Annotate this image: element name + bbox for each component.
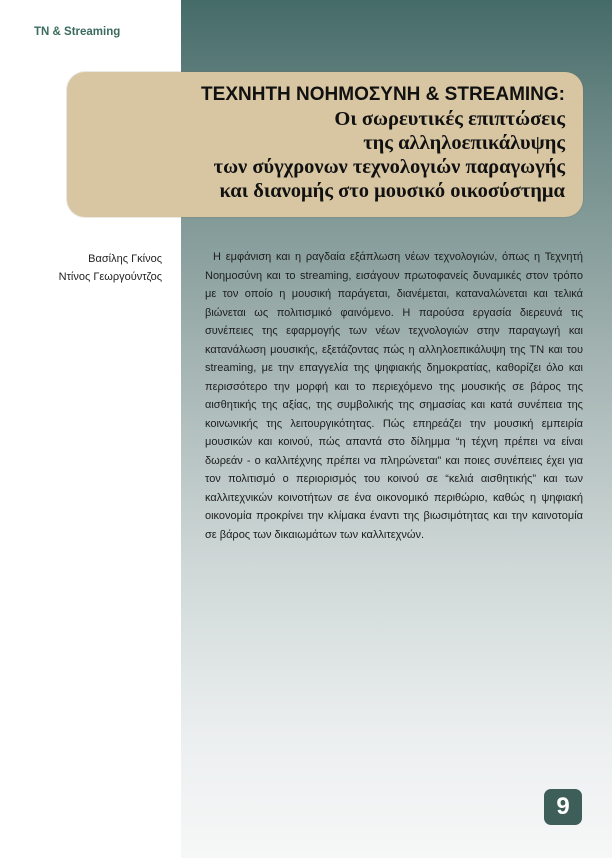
subtitle-line: της αλληλοεπικάλυψης	[363, 132, 565, 154]
article-title: ΤΕΧΝΗΤΗ ΝΟΗΜΟΣΥΝΗ & STREAMING:	[201, 84, 565, 105]
subtitle-line: των σύγχρονων τεχνολογιών παραγωγής	[213, 156, 565, 178]
article-subtitle	[214, 107, 565, 203]
abstract-text: Η εμφάνιση και η ραγδαία εξάπλωση νέων τεχνολογιών, όπως η Τεχνητή Νοημοσύνη και το streaming, εισάγουν πρωτοφανείς δυναμικές στον τρόπο με τον οποίο η μουσική παράγεται, διανέμεται, καταναλώνεται και τελικά βιώνεται ως πολιτισμικό φαινόμενο. Η παρούσα εργασία διερευνά τις συνέπειες της εφαρμογής των νέων τεχνολογιών στην παραγωγή και κατανάλωση μουσικής, εξετάζοντας πώς η αλληλοεπικάλυψη της ΤΝ και του streaming, με την επαγγελία της ψηφιακής δημοκρατίας, καθορίζει όλο και περισσότερο την μορφή και το περιεχόμενο της μουσικής σε βάρος της αισθητικής της αξίας, της συμβολικής της σημασίας και κατά συνέπεια της κοινωνικής της λειτουργικότητας. Πώς επηρεάζει την μουσική εμπειρία μουσικών και κοινού, πώς απαντά στο δίλημμα “η τέχνη πρέπει να είναι δωρεάν - ο καλλιτέχνης πρέπει να πληρώνεται" και ποιες συνέπειες έχει για τον πολιτισμό ο περιορισμός του κοινού σε “κελιά αισθητικής” και των καλλιτεχνικών κοινοτήτων σε ένα οικονομικό περιθώριο, καθώς η ψηφιακή οικονομία προκρίνει την κλίμακα έναντι της βιωσιμότητας και την καινοτομία σε βάρος των δικαιωμάτων των καλλιτεχνών.	[205, 251, 583, 541]
subtitle-line: και διανομής στο μουσικό οικοσύστημα	[219, 180, 565, 202]
author-name: Ντίνος Γεωργούντζος	[58, 271, 162, 283]
page-number-badge: 9	[544, 789, 582, 825]
author-name: Βασίλης Γκίνος	[88, 253, 162, 265]
author-list	[59, 250, 162, 286]
subtitle-line: Οι σωρευτικές επιπτώσεις	[334, 108, 565, 130]
running-head: TN & Streaming	[34, 26, 121, 38]
title-box	[67, 72, 583, 217]
